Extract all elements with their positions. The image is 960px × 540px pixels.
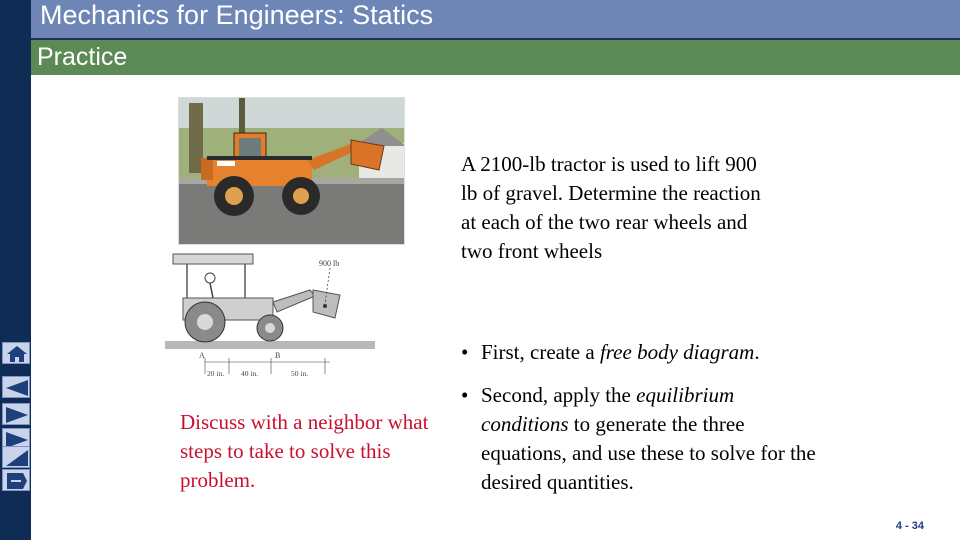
header-corner xyxy=(0,0,31,40)
bullet-icon: • xyxy=(461,340,469,364)
home-icon xyxy=(3,343,31,365)
step-2-emphasis: equilibrium conditions xyxy=(481,383,735,436)
step-item xyxy=(461,381,821,497)
first-slide-icon xyxy=(3,377,31,399)
last-slide-button[interactable] xyxy=(2,446,30,468)
dimension-3: 50 in. xyxy=(291,369,309,378)
point-a-label: A xyxy=(199,351,205,360)
section-title: Practice xyxy=(37,43,128,71)
home-button[interactable] xyxy=(2,342,30,364)
previous-slide-icon xyxy=(3,404,31,426)
dimension-2: 40 in. xyxy=(241,369,259,378)
step-2-text-start: Second, apply the xyxy=(481,383,637,407)
step-item xyxy=(461,338,821,367)
load-label: 900 lb xyxy=(319,259,340,268)
steps-list xyxy=(461,338,821,511)
last-slide-icon xyxy=(3,447,31,469)
bullet-icon: • xyxy=(461,383,469,407)
course-title: Mechanics for Engineers: Statics xyxy=(40,0,434,30)
step-2-text-end: to generate the three equations, and use these to solve for the desired quantities. xyxy=(481,412,816,494)
problem-statement: A 2100-lb tractor is used to lift 900 lb of gravel. Determine the reaction at each of the two rear wheels and two front wheels xyxy=(461,152,761,263)
step-1-text-start: First, create a xyxy=(481,340,600,364)
tractor-diagram xyxy=(165,250,375,380)
dimension-1: 20 in. xyxy=(207,369,225,378)
point-b-label: B xyxy=(275,351,281,360)
step-1-text-end: . xyxy=(754,340,760,364)
exit-button[interactable] xyxy=(2,469,30,491)
previous-slide-button[interactable] xyxy=(2,403,30,425)
first-slide-button[interactable] xyxy=(2,376,30,398)
exit-icon xyxy=(3,470,31,492)
slide-number: 4 - 34 xyxy=(895,520,924,532)
discussion-prompt: Discuss with a neighbor what steps to take to solve this problem. xyxy=(180,410,429,492)
step-1-emphasis: free body diagram xyxy=(599,340,755,364)
tractor-photo xyxy=(178,97,405,245)
section-bar xyxy=(31,40,960,75)
title-bar xyxy=(31,0,960,40)
